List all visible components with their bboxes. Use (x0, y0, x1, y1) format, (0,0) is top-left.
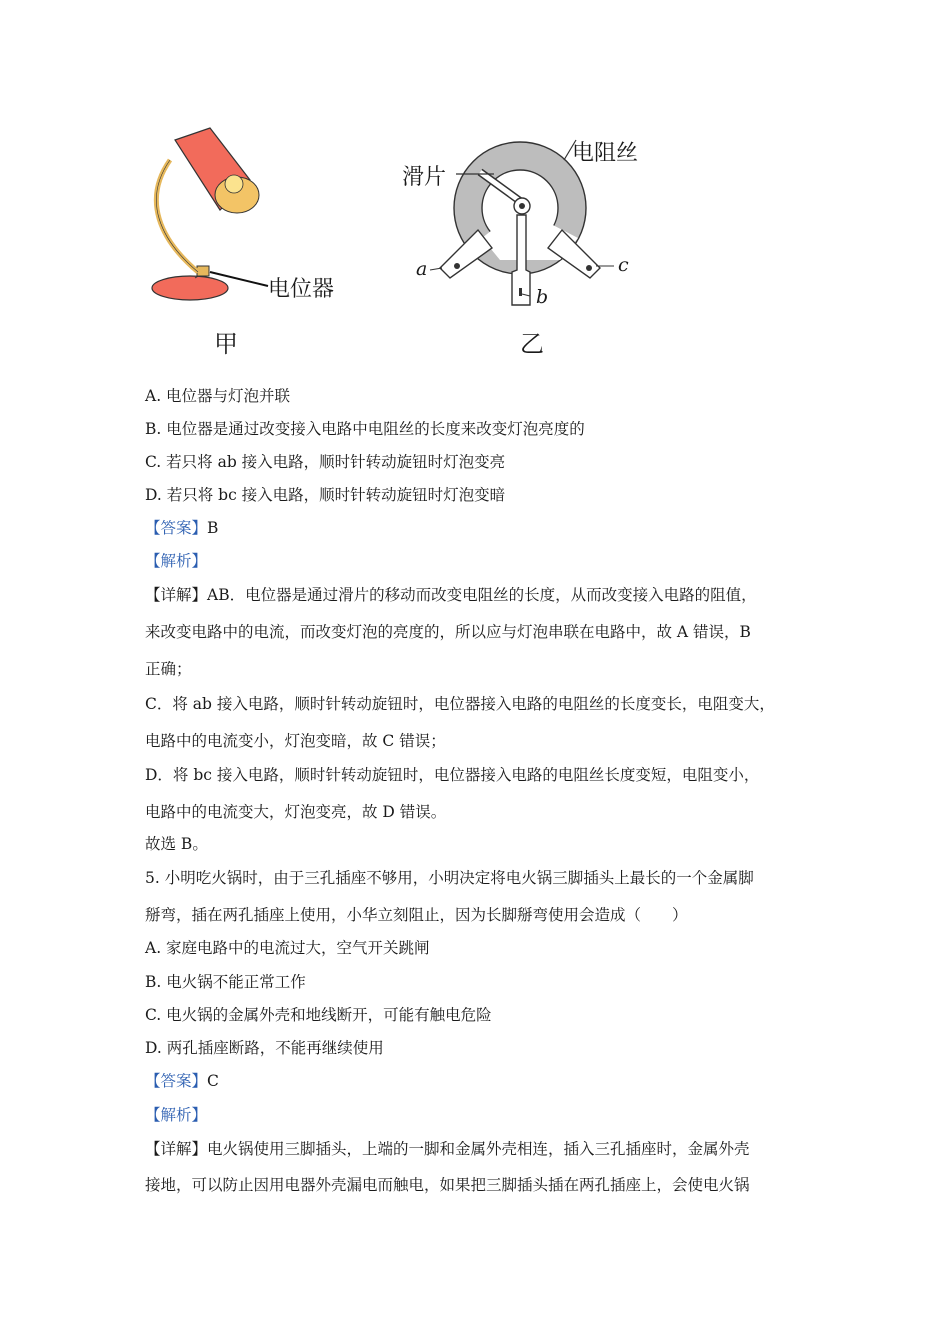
caption-left: 甲 (214, 330, 238, 358)
slider-label: 滑片 (402, 165, 447, 190)
caption-right: 乙 (520, 330, 544, 358)
figure-potentiometer (140, 120, 680, 360)
question-4-detail-line: C．将 ab 接入电路，顺时针转动旋钮时，电位器接入电路的电阻丝的长度变长，电阻变大， (145, 695, 775, 713)
question-5-stem: 5. 小明吃火锅时，由于三孔插座不够用，小明决定将电火锅三脚插头上最长的一个金属脚 (145, 869, 754, 887)
question-5-option-d: D. 两孔插座断路，不能再继续使用 (145, 1039, 384, 1057)
desk-lamp-illustration (152, 128, 268, 300)
question-5-stem: 掰弯，插在两孔插座上使用，小华立刻阻止，因为长脚掰弯使用会造成（ ） (145, 906, 688, 924)
question-5-detail-line: 【详解】电火锅使用三脚插头，上端的一脚和金属外壳相连，插入三孔插座时，金属外壳 (145, 1140, 750, 1158)
question-5-detail-line: 接地，可以防止因用电器外壳漏电而触电，如果把三脚插头插在两孔插座上，会使电火锅 (145, 1176, 750, 1194)
question-5-answer: 【答案】C (145, 1072, 219, 1090)
question-4-analysis-heading: 【解析】 (145, 552, 208, 570)
question-4-answer: 【答案】B (145, 519, 219, 537)
terminal-c-label: c (618, 254, 629, 276)
question-5-option-b: B. 电火锅不能正常工作 (145, 973, 306, 991)
question-5-option-a: A. 家庭电路中的电流过大，空气开关跳闸 (145, 939, 430, 957)
lamp-label: 电位器 (268, 277, 335, 302)
question-4-detail-line: 正确； (145, 660, 192, 678)
question-4-option-a: A. 电位器与灯泡并联 (145, 387, 291, 405)
question-4-conclusion: 故选 B。 (145, 835, 208, 853)
terminal-b-label: b (536, 286, 549, 308)
question-4-detail-line: 【详解】AB．电位器是通过滑片的移动而改变电阻丝的长度，从而改变接入电路的阻值， (145, 586, 757, 604)
question-4-detail-line: 电路中的电流变大，灯泡变亮，故 D 错误。 (145, 803, 447, 821)
question-4-option-c: C. 若只将 ab 接入电路，顺时针转动旋钮时灯泡变亮 (145, 453, 506, 471)
question-5-option-c: C. 电火锅的金属外壳和地线断开，可能有触电危险 (145, 1006, 492, 1024)
question-4-option-d: D. 若只将 bc 接入电路，顺时针转动旋钮时灯泡变暗 (145, 486, 506, 504)
resistance-wire-label: 电阻丝 (572, 141, 639, 166)
terminal-a-label: a (416, 258, 428, 280)
question-4-detail-line: 电路中的电流变小，灯泡变暗，故 C 错误； (145, 732, 446, 750)
question-5-analysis-heading: 【解析】 (145, 1106, 208, 1124)
question-4-detail-line: 来改变电路中的电流，而改变灯泡的亮度的，所以应与灯泡串联在电路中，故 A 错误，B (145, 623, 751, 641)
question-4-option-b: B. 电位器是通过改变接入电路中电阻丝的长度来改变灯泡亮度的 (145, 420, 585, 438)
question-4-detail-line: D．将 bc 接入电路，顺时针转动旋钮时，电位器接入电路的电阻丝长度变短，电阻变小， (145, 766, 760, 784)
